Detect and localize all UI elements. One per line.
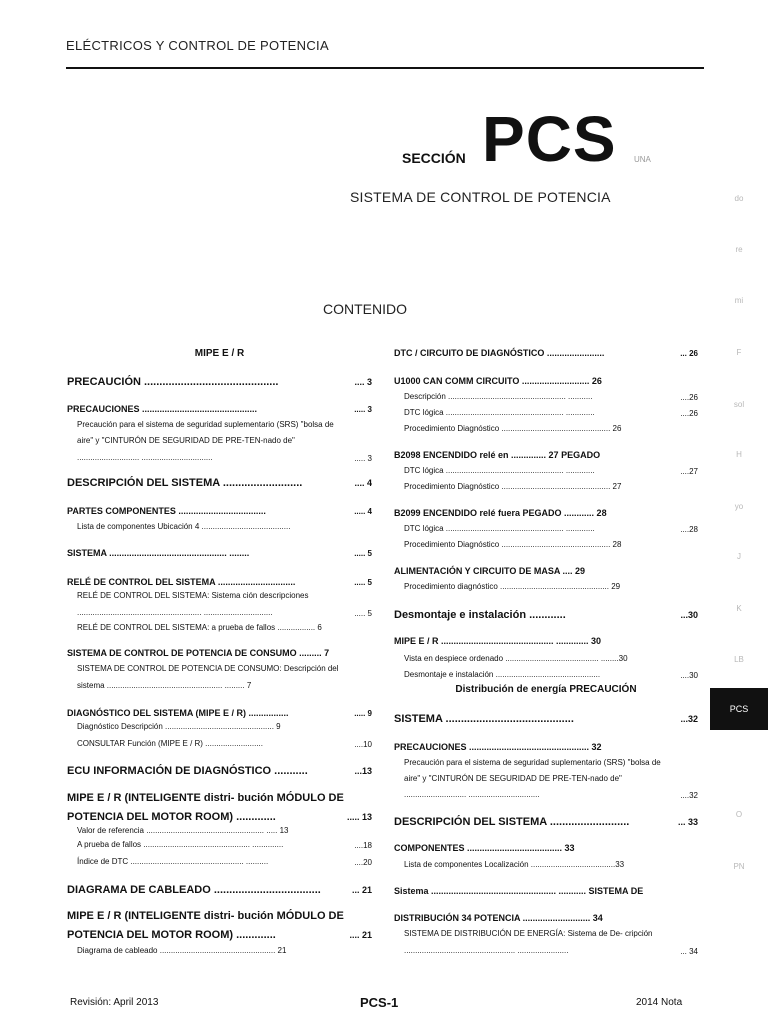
toc-entry-title: SISTEMA DE DISTRIBUCIÓN DE ENERGÍA: Sistema de De- cripción xyxy=(404,929,653,938)
header-divider xyxy=(66,67,704,69)
toc-entry xyxy=(404,466,595,475)
toc-entry-page: ....28 xyxy=(680,525,698,534)
side-tab-sol[interactable]: sol xyxy=(733,400,745,409)
toc-entry xyxy=(404,540,621,549)
side-tab-yo[interactable]: yo xyxy=(734,502,744,511)
toc-entry xyxy=(77,436,295,445)
toc-entry-title: SISTEMA DE CONTROL DE POTENCIA DE CONSUMO ......... 7 xyxy=(67,648,330,658)
toc-entry xyxy=(404,392,593,401)
side-tab-j[interactable]: J xyxy=(737,552,741,561)
header-title: ELÉCTRICOS Y CONTROL DE POTENCIA xyxy=(66,38,329,53)
toc-entry-title: DTC lógica ..................................................... ............. xyxy=(404,408,595,417)
toc-entry-page: ....20 xyxy=(354,858,372,867)
side-tab-f[interactable]: F xyxy=(736,348,742,357)
toc-entry-title: aire" y "CINTURÓN DE SEGURIDAD DE PRE-TEN-nado de" xyxy=(404,774,622,783)
toc-entry xyxy=(394,886,643,896)
toc-entry-title: SISTEMA ............................................... ........ xyxy=(67,548,250,558)
toc-entry xyxy=(77,522,290,531)
toc-entry-title: PRECAUCIÓN ............................................ xyxy=(67,376,279,388)
toc-entry-page: ....10 xyxy=(354,740,372,749)
toc-entry-page: ..... 5 xyxy=(354,578,372,587)
toc-entry xyxy=(77,840,283,849)
toc-entry-page: ..... 13 xyxy=(346,812,372,822)
toc-entry-page: ... 33 xyxy=(677,817,698,827)
toc-entry-page: .... 21 xyxy=(349,930,372,940)
toc-entry xyxy=(394,713,574,725)
toc-entry-page: ..... 3 xyxy=(354,454,372,463)
toc-entry-title: MIPE E / R (INTELIGENTE distri- bución MÓDULO DE xyxy=(67,792,344,804)
toc-entry-title: RELÉ DE CONTROL DEL SISTEMA: Sistema ción descripciones xyxy=(77,591,309,600)
toc-entry xyxy=(67,765,308,777)
toc-entry-title: CONSULTAR Función (MIPE E / R) .......................... xyxy=(77,739,263,748)
toc-entry xyxy=(77,608,273,617)
toc-entry xyxy=(77,453,213,462)
toc-entry-title: Diagrama de cableado .................................................... 21 xyxy=(77,946,287,955)
toc-entry xyxy=(394,508,607,518)
side-tab-h[interactable]: H xyxy=(736,450,742,459)
toc-entry xyxy=(67,648,329,658)
toc-entry-title: .................................................. ....................... xyxy=(404,946,569,955)
toc-entry xyxy=(394,609,566,621)
toc-entry-page: ....30 xyxy=(680,671,698,680)
toc-entry-page: ....32 xyxy=(680,791,698,800)
toc-entry-title: Distribución de energía PRECAUCIÓN xyxy=(455,684,637,695)
section-marker: UNA xyxy=(634,155,651,164)
toc-entry-page: .... 4 xyxy=(354,478,372,488)
toc-entry-title: Procedimiento Diagnóstico ................................................. 28 xyxy=(404,540,622,549)
toc-entry-title: ALIMENTACIÓN Y CIRCUITO DE MASA .... 29 xyxy=(394,566,586,576)
toc-entry-title: COMPONENTES ...................................... 33 xyxy=(394,843,575,853)
toc-entry-page: ....26 xyxy=(680,393,698,402)
toc-entry xyxy=(404,670,600,679)
toc-entry xyxy=(404,929,653,938)
toc-entry-title: DISTRIBUCIÓN 34 POTENCIA ........................... 34 xyxy=(394,913,603,923)
toc-entry-title: Lista de componentes Localización ......................................33 xyxy=(404,860,625,869)
toc-entry-title: Desmontaje e instalación ............................................... xyxy=(404,670,601,679)
toc-entry-title: PRECAUCIONES .............................................. xyxy=(67,404,258,414)
side-tab-k[interactable]: K xyxy=(736,604,742,613)
toc-entry xyxy=(394,742,602,752)
footer-page-number: PCS-1 xyxy=(360,995,399,1010)
toc-entry xyxy=(77,739,263,748)
toc-entry-title: Procedimiento Diagnóstico ................................................. 27 xyxy=(404,482,622,491)
toc-entry-title: ............................ ................................ xyxy=(77,453,213,462)
toc-entry xyxy=(404,946,568,955)
toc-entry xyxy=(394,843,575,853)
toc-entry xyxy=(77,681,251,690)
toc-entry xyxy=(67,477,302,489)
toc-entry-page: ...13 xyxy=(354,766,372,776)
toc-entry xyxy=(77,857,268,866)
toc-entry-title: DTC lógica ..................................................... ............. xyxy=(404,466,595,475)
toc-entry-page: ....27 xyxy=(680,467,698,476)
toc-entry-title: Precaución para el sistema de seguridad suplementario (SRS) "bolsa de xyxy=(77,420,334,429)
toc-entry xyxy=(67,884,321,896)
toc-entry xyxy=(77,623,322,632)
toc-entry-page: ...30 xyxy=(680,610,698,620)
toc-entry-title: sistema .................................................... ......... 7 xyxy=(77,681,252,690)
toc-entry-title: DIAGRAMA DE CABLEADO ................................... xyxy=(67,884,321,896)
toc-entry-title: PRECAUCIONES ................................................ 32 xyxy=(394,742,602,752)
toc-entry-page: ....26 xyxy=(680,409,698,418)
toc-entry-title: aire" y "CINTURÓN DE SEGURIDAD DE PRE-TEN-nado de" xyxy=(77,436,295,445)
toc-entry-title: RELÉ DE CONTROL DEL SISTEMA ............................... xyxy=(67,577,296,587)
toc-entry-page: .... 3 xyxy=(354,377,372,387)
toc-entry-page: ... 21 xyxy=(351,885,372,895)
toc-entry-title: Diagnóstico Descripción ................................................. 9 xyxy=(77,722,281,731)
toc-entry-title: DTC lógica ..................................................... ............. xyxy=(404,524,595,533)
toc-entry xyxy=(67,548,249,558)
toc-entry xyxy=(77,591,308,600)
toc-entry-title: MIPE E / R xyxy=(194,348,245,359)
section-name: SISTEMA DE CONTROL DE POTENCIA xyxy=(350,189,611,205)
toc-entry xyxy=(394,913,603,923)
side-tab-re[interactable]: re xyxy=(735,245,743,254)
toc-entry xyxy=(67,376,278,388)
toc-entry-title: ........................................................ ............................... xyxy=(77,608,273,617)
toc-entry xyxy=(67,811,276,823)
toc-entry-title: Valor de referencia ..................................................... ..... 13 xyxy=(77,826,289,835)
toc-entry-title: ............................ ................................ xyxy=(404,790,540,799)
toc-entry-page: ....18 xyxy=(354,841,372,850)
side-tab-do[interactable]: do xyxy=(734,194,744,203)
toc-entry xyxy=(77,826,288,835)
side-tab-pn[interactable]: PN xyxy=(733,862,745,871)
contents-title: CONTENIDO xyxy=(323,301,407,317)
toc-entry xyxy=(404,408,595,417)
toc-entry-title: RELÉ DE CONTROL DEL SISTEMA: a prueba de fallos ................. 6 xyxy=(77,623,322,632)
toc-entry xyxy=(404,524,595,533)
toc-entry-title: Vista en despiece ordenado .......................................... ........30 xyxy=(404,654,628,663)
toc-entry-page: ..... 5 xyxy=(354,549,372,558)
section-label: SECCIÓN xyxy=(402,150,466,166)
toc-entry-title: B2099 ENCENDIDO relé fuera PEGADO ............ 28 xyxy=(394,508,607,518)
toc-entry-title: Procedimiento Diagnóstico ................................................. 26 xyxy=(404,424,622,433)
toc-entry xyxy=(67,577,295,587)
toc-entry-page: ..... 9 xyxy=(354,709,372,718)
toc-entry xyxy=(394,816,629,828)
toc-entry xyxy=(404,424,621,433)
toc-entry-page: ... 34 xyxy=(680,947,698,956)
side-tab-o[interactable]: O xyxy=(735,810,743,819)
toc-entry xyxy=(404,860,624,869)
toc-entry xyxy=(67,910,344,922)
toc-entry-page: ... 26 xyxy=(680,349,698,358)
toc-entry-page: ..... 4 xyxy=(354,507,372,516)
toc-entry xyxy=(77,946,286,955)
toc-entry xyxy=(394,450,600,460)
toc-entry-page: ..... 5 xyxy=(354,609,372,618)
toc-entry-title: U1000 CAN COMM CIRCUITO ........................... 26 xyxy=(394,376,602,386)
toc-entry-title: Índice de DTC ................................................... .......... xyxy=(77,857,269,866)
toc-entry-title: DIAGNÓSTICO DEL SISTEMA (MIPE E / R) ................ xyxy=(67,708,289,718)
toc-entry-title: Procedimiento diagnóstico ................................................. 29 xyxy=(404,582,621,591)
toc-entry xyxy=(67,792,344,804)
toc-entry xyxy=(404,654,628,663)
toc-entry-title: MIPE E / R ............................................. ............. 30 xyxy=(394,636,602,646)
toc-entry xyxy=(404,758,661,767)
toc-entry-title: POTENCIA DEL MOTOR ROOM) ............. xyxy=(67,811,276,823)
side-tab-lb[interactable]: LB xyxy=(734,655,744,664)
toc-entry xyxy=(394,684,698,695)
toc-entry xyxy=(404,582,620,591)
toc-entry-page: ..... 3 xyxy=(354,405,372,414)
toc-entry xyxy=(404,774,622,783)
toc-entry-title: DESCRIPCIÓN DEL SISTEMA .......................... xyxy=(67,477,303,489)
toc-entry-title: DTC / CIRCUITO DE DIAGNÓSTICO ....................... xyxy=(394,348,605,358)
toc-entry-title: A prueba de fallos ................................................ .............. xyxy=(77,840,284,849)
section-code: PCS xyxy=(482,103,617,175)
toc-entry xyxy=(404,482,621,491)
toc-entry-title: ECU INFORMACIÓN DE DIAGNÓSTICO ........... xyxy=(67,765,308,777)
toc-entry xyxy=(404,790,540,799)
footer-note: 2014 Nota xyxy=(636,997,683,1008)
toc-entry xyxy=(77,420,334,429)
toc-entry xyxy=(67,929,276,941)
toc-entry-title: Sistema .................................................. ........... SISTEMA DE xyxy=(394,886,644,896)
toc-entry xyxy=(394,376,602,386)
toc-entry-title: MIPE E / R (INTELIGENTE distri- bución MÓDULO DE xyxy=(67,910,344,922)
toc-entry xyxy=(394,348,604,358)
toc-entry-title: SISTEMA DE CONTROL DE POTENCIA DE CONSUMO: Descripción del xyxy=(77,664,339,673)
footer-revision: Revisión: April 2013 xyxy=(70,997,159,1008)
toc-entry-title: POTENCIA DEL MOTOR ROOM) ............. xyxy=(67,929,276,941)
side-tab-pcs[interactable]: PCS xyxy=(710,688,768,730)
toc-entry-title: Desmontaje e instalación ............ xyxy=(394,609,566,621)
toc-entry xyxy=(67,708,289,718)
toc-entry-page: ...32 xyxy=(680,714,698,724)
side-tab-mi[interactable]: mi xyxy=(734,296,744,305)
toc-entry-title: DESCRIPCIÓN DEL SISTEMA .......................... xyxy=(394,816,630,828)
toc-entry-title: B2098 ENCENDIDO relé en .............. 27 PEGADO xyxy=(394,450,601,460)
toc-entry-title: Lista de componentes Ubicación 4 ........................................ xyxy=(77,522,291,531)
toc-entry xyxy=(394,566,585,576)
toc-entry xyxy=(67,404,257,414)
toc-entry-title: SISTEMA .......................................... xyxy=(394,713,574,725)
toc-entry-title: Precaución para el sistema de seguridad suplementario (SRS) "bolsa de xyxy=(404,758,661,767)
toc-entry xyxy=(77,722,281,731)
toc-entry xyxy=(77,664,339,673)
toc-entry-title: PARTES COMPONENTES ................................... xyxy=(67,506,266,516)
toc-entry xyxy=(67,348,372,359)
toc-entry-title: Descripción ..................................................... ........... xyxy=(404,392,593,401)
toc-entry xyxy=(67,506,266,516)
toc-entry xyxy=(394,636,601,646)
